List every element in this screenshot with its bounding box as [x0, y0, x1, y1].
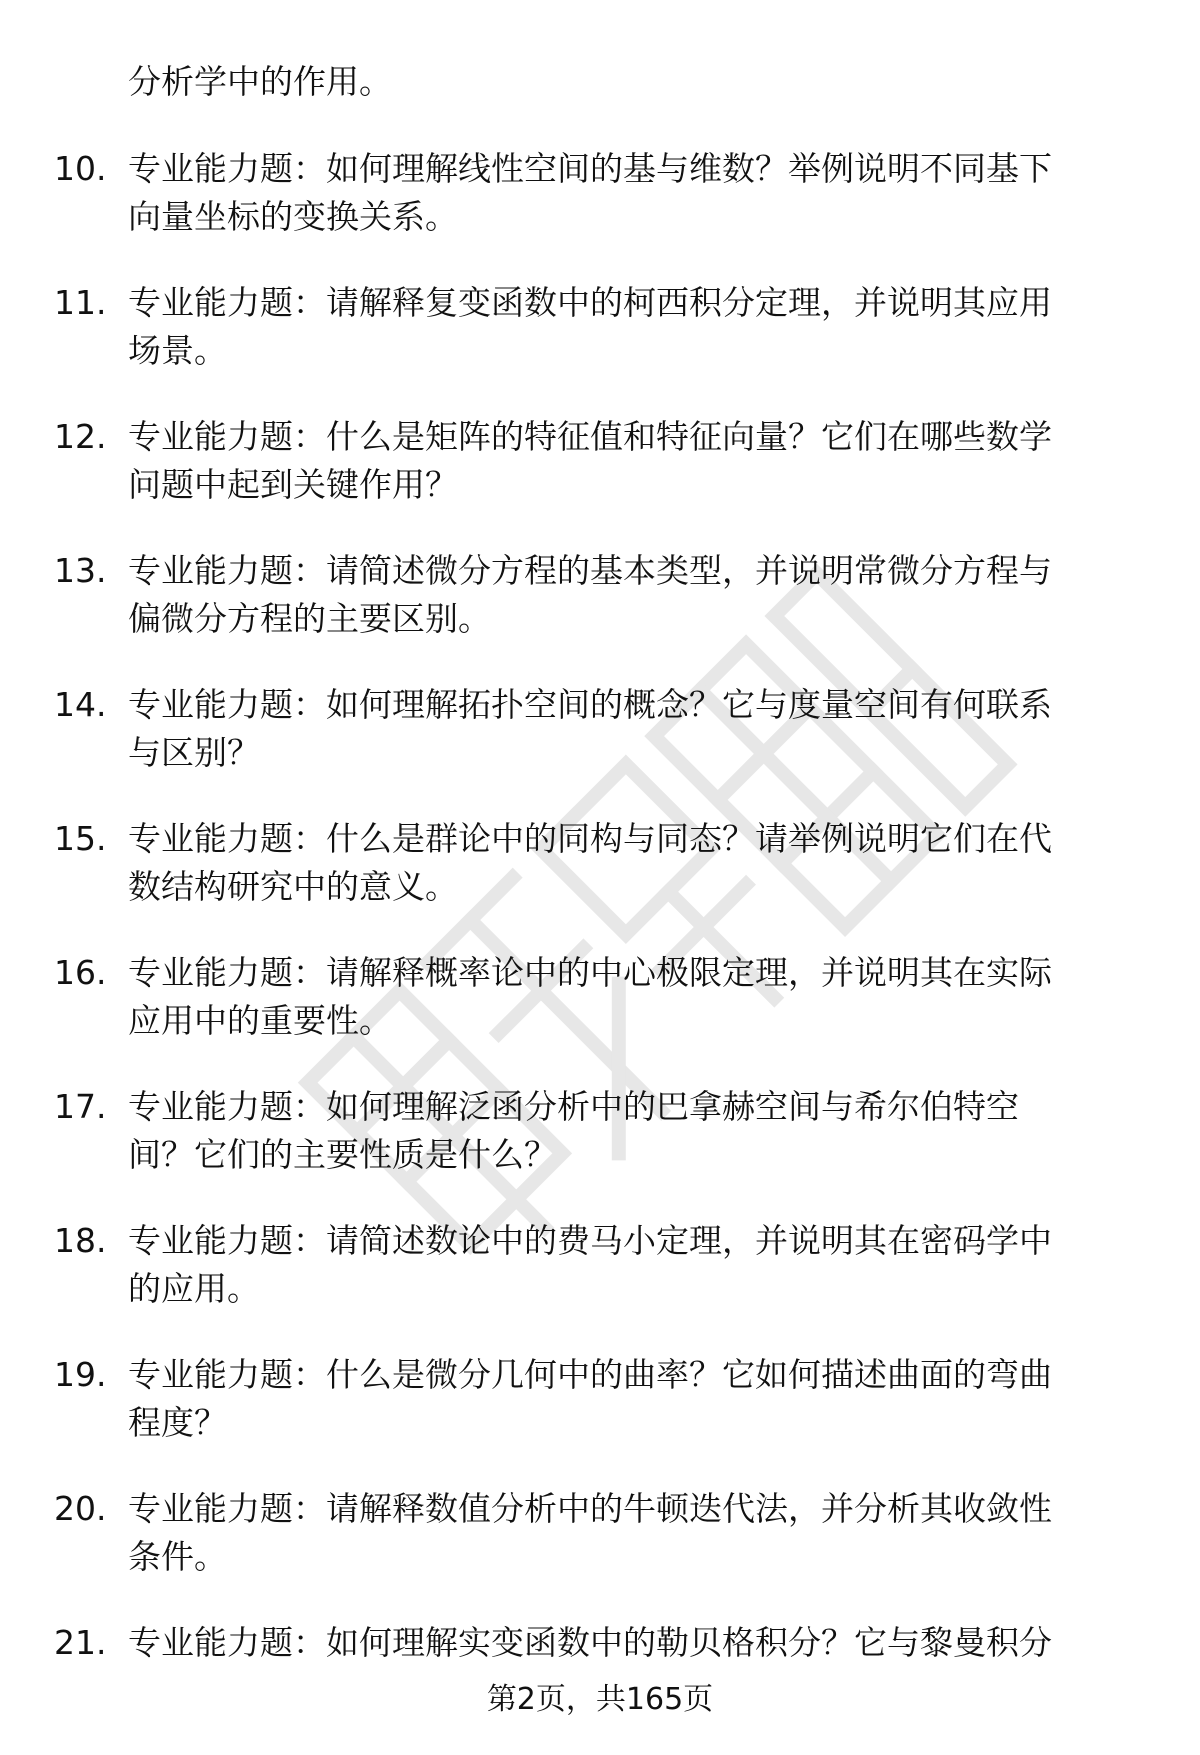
item-number: 19.	[54, 1355, 107, 1394]
item-text-line-2: 向量坐标的变换关系。	[128, 197, 458, 236]
item-number: 20.	[54, 1489, 107, 1528]
page-footer: 第2页，共165页	[486, 1682, 714, 1717]
item-text-line-1: 专业能力题：什么是矩阵的特征值和特征向量？它们在哪些数学	[128, 417, 1052, 456]
list-item	[0, 279, 1200, 375]
list-item	[0, 949, 1200, 1045]
item-text-line-2: 条件。	[128, 1537, 227, 1576]
list-item	[0, 547, 1200, 643]
item-text-line-1: 专业能力题：如何理解泛函分析中的巴拿赫空间与希尔伯特空	[128, 1087, 1019, 1126]
item-text-line-1: 专业能力题：如何理解实变函数中的勒贝格积分？它与黎曼积分	[128, 1623, 1052, 1662]
item-number: 13.	[54, 551, 107, 590]
item-number: 14.	[54, 685, 107, 724]
item-text-line-1: 专业能力题：什么是微分几何中的曲率？它如何描述曲面的弯曲	[128, 1355, 1052, 1394]
item-text-line-1: 专业能力题：请解释复变函数中的柯西积分定理，并说明其应用	[128, 283, 1052, 322]
item-text-line-1: 专业能力题：请简述数论中的费马小定理，并说明其在密码学中	[128, 1221, 1052, 1260]
question-list	[0, 145, 1200, 1753]
item-text-line-2: 程度？	[128, 1403, 227, 1442]
list-item	[0, 1351, 1200, 1447]
item-text-line-2: 偏微分方程的主要区别。	[128, 599, 491, 638]
continuation-text: 分析学中的作用。	[128, 62, 392, 101]
item-text-line-1: 专业能力题：如何理解线性空间的基与维数？举例说明不同基下	[128, 149, 1052, 188]
item-number: 12.	[54, 417, 107, 456]
item-number: 11.	[54, 283, 107, 322]
list-item	[0, 413, 1200, 509]
list-item	[0, 145, 1200, 241]
list-item	[0, 681, 1200, 777]
item-text-line-2: 应用中的重要性。	[128, 1001, 392, 1040]
item-number: 18.	[54, 1221, 107, 1260]
list-item	[0, 815, 1200, 911]
item-number: 15.	[54, 819, 107, 858]
item-text-line-1: 专业能力题：请解释概率论中的中心极限定理，并说明其在实际	[128, 953, 1052, 992]
item-text-line-1: 专业能力题：如何理解拓扑空间的概念？它与度量空间有何联系	[128, 685, 1052, 724]
list-item	[0, 1217, 1200, 1313]
item-text-line-2: 场景。	[128, 331, 227, 370]
item-text-line-1: 专业能力题：请解释数值分析中的牛顿迭代法，并分析其收敛性	[128, 1489, 1052, 1528]
item-number: 16.	[54, 953, 107, 992]
list-item	[0, 1083, 1200, 1179]
item-text-line-2: 的应用。	[128, 1269, 260, 1308]
item-text-line-2: 问题中起到关键作用？	[128, 465, 458, 504]
item-number: 10.	[54, 149, 107, 188]
item-text-line-2: 数结构研究中的意义。	[128, 867, 458, 906]
item-text-line-1: 专业能力题：请简述微分方程的基本类型，并说明常微分方程与	[128, 551, 1052, 590]
item-number: 21.	[54, 1623, 107, 1662]
item-number: 17.	[54, 1087, 107, 1126]
item-text-line-2: 与区别？	[128, 733, 260, 772]
list-item	[0, 1485, 1200, 1581]
item-text-line-2: 间？它们的主要性质是什么？	[128, 1135, 557, 1174]
item-text-line-1: 专业能力题：什么是群论中的同构与同态？请举例说明它们在代	[128, 819, 1052, 858]
